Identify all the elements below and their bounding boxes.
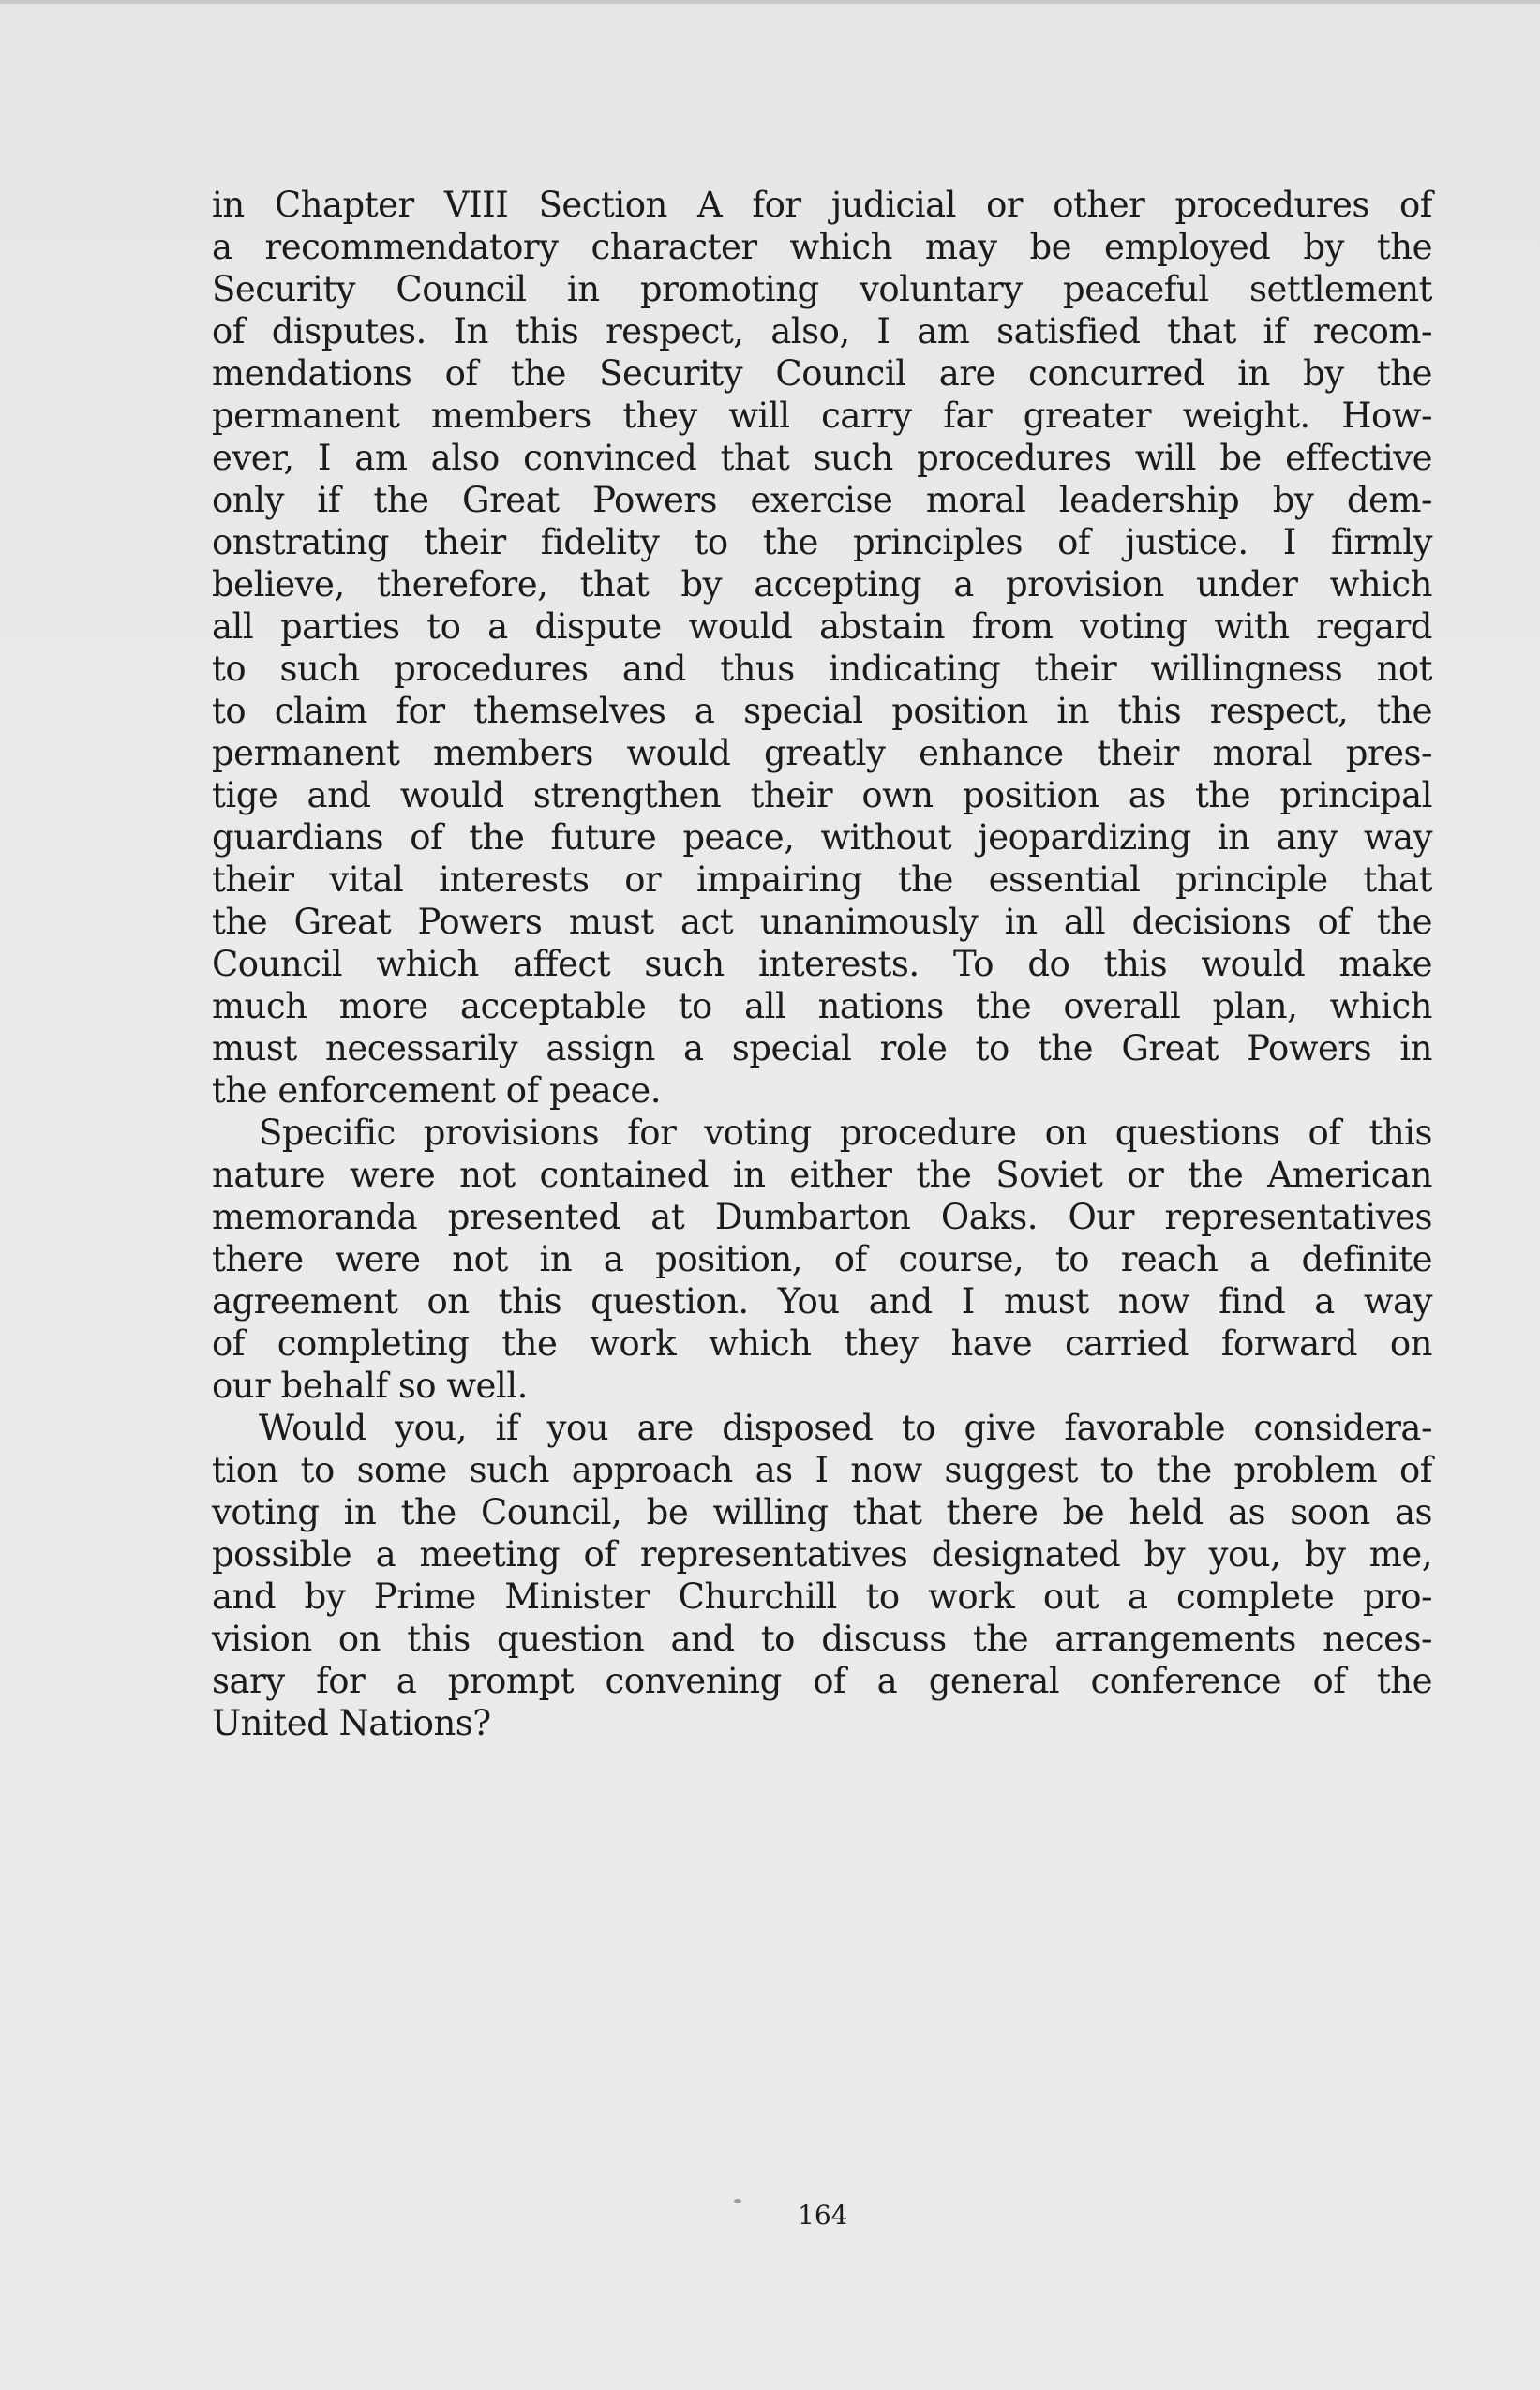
text-line: of completing the work which they have carried forward on bbox=[212, 1323, 1432, 1364]
text-line: the Great Powers must act unanimously in all decisions of the bbox=[212, 902, 1432, 942]
text-line: onstrating their fidelity to the principles of justice. I firmly bbox=[212, 522, 1432, 562]
text-line: ever, I am also convinced that such procedures will be effective bbox=[212, 438, 1432, 478]
text-line: of disputes. In this respect, also, I am satisfied that if recom- bbox=[212, 311, 1432, 351]
text-line: mendations of the Security Council are concurred in by the bbox=[212, 353, 1432, 394]
text-line: Council which affect such interests. To do this would make bbox=[212, 944, 1432, 984]
text-line: to such procedures and thus indicating their willingness not bbox=[212, 649, 1432, 689]
page-top-edge bbox=[0, 0, 1540, 4]
text-line: only if the Great Powers exercise moral leadership by dem- bbox=[212, 480, 1432, 520]
body-text bbox=[212, 184, 1432, 1744]
text-line: there were not in a position, of course, to reach a definite bbox=[212, 1239, 1432, 1279]
text-line: permanent members they will carry far greater weight. How- bbox=[212, 396, 1432, 436]
text-line: all parties to a dispute would abstain from voting with regard bbox=[212, 606, 1432, 647]
text-line: a recommendatory character which may be employed by the bbox=[212, 227, 1432, 267]
text-line: must necessarily assign a special role to the Great Powers in bbox=[212, 1028, 1432, 1068]
paragraph-3 bbox=[212, 1407, 1432, 1744]
text-line: sary for a prompt convening of a general conference of the bbox=[212, 1661, 1432, 1701]
text-line: Would you, if you are disposed to give favorable considera- bbox=[259, 1408, 1432, 1448]
text-line: their vital interests or impairing the essential principle that bbox=[212, 859, 1432, 900]
text-line: possible a meeting of representatives designated by you, by me, bbox=[212, 1534, 1432, 1575]
text-line: tige and would strengthen their own position as the principal bbox=[212, 775, 1432, 815]
text-line: the enforcement of peace. bbox=[212, 1070, 662, 1111]
text-line: guardians of the future peace, without jeopardizing in any way bbox=[212, 817, 1432, 858]
page-number: 164 bbox=[798, 2200, 848, 2231]
text-line: in Chapter VIII Section A for judicial or other procedures of bbox=[212, 185, 1432, 225]
text-line: nature were not contained in either the Soviet or the American bbox=[212, 1155, 1432, 1195]
text-line: vision on this question and to discuss the arrangements neces- bbox=[212, 1619, 1432, 1659]
text-line: Specific provisions for voting procedure on questions of this bbox=[259, 1113, 1432, 1153]
ink-speck bbox=[734, 2199, 741, 2203]
text-line: voting in the Council, be willing that there be held as soon as bbox=[212, 1492, 1432, 1532]
text-line: and by Prime Minister Churchill to work out a complete pro- bbox=[212, 1576, 1432, 1617]
paragraph-2 bbox=[212, 1112, 1432, 1407]
text-line: memoranda presented at Dumbarton Oaks. Our representatives bbox=[212, 1197, 1432, 1237]
text-line: our behalf so well. bbox=[212, 1366, 528, 1406]
text-line: much more acceptable to all nations the overall plan, which bbox=[212, 986, 1432, 1026]
paragraph-1 bbox=[212, 184, 1432, 1112]
text-line: believe, therefore, that by accepting a provision under which bbox=[212, 564, 1432, 605]
text-line: Security Council in promoting voluntary peaceful settlement bbox=[212, 269, 1432, 309]
text-line: agreement on this question. You and I must now find a way bbox=[212, 1281, 1432, 1322]
text-line: to claim for themselves a special position in this respect, the bbox=[212, 691, 1432, 731]
text-line: tion to some such approach as I now suggest to the problem of bbox=[212, 1450, 1432, 1490]
text-line: permanent members would greatly enhance their moral pres- bbox=[212, 733, 1432, 773]
text-line: United Nations? bbox=[212, 1703, 491, 1743]
